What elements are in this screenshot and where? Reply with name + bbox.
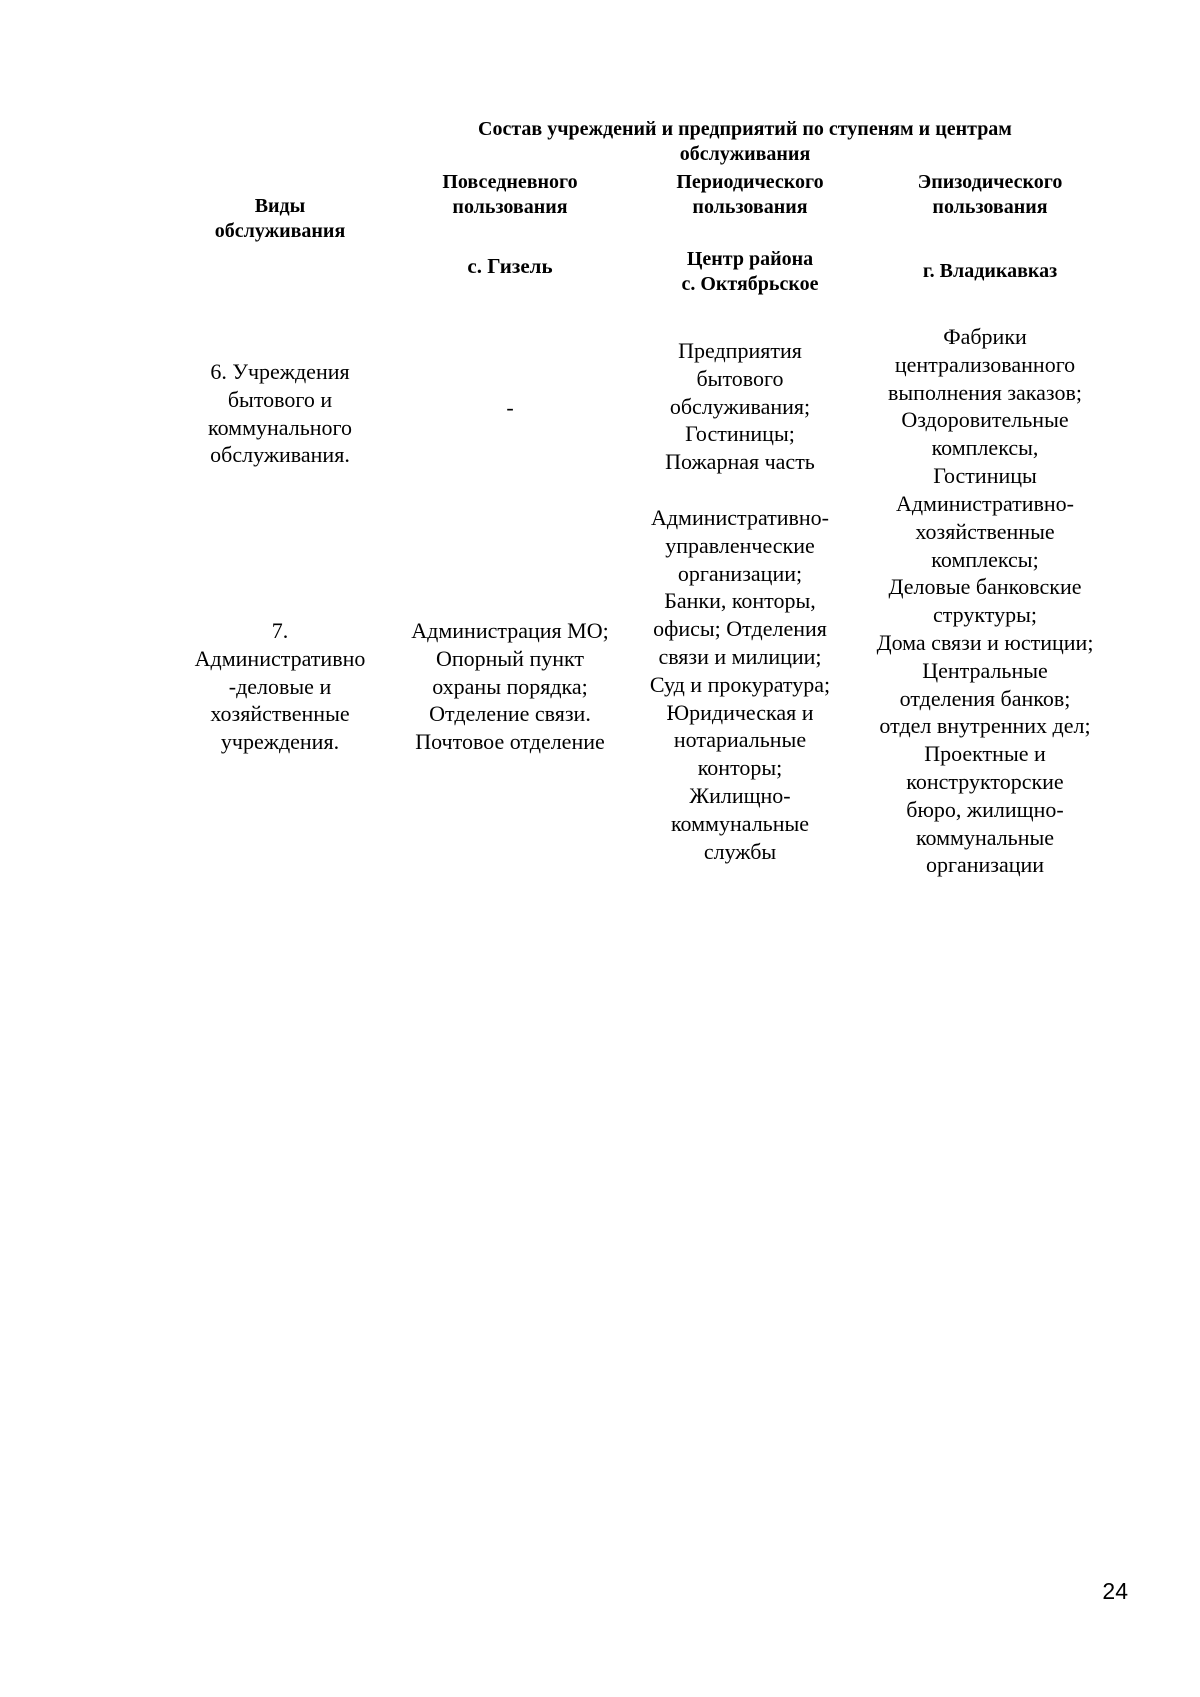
row-header-line: Виды — [254, 195, 306, 217]
row-6-daily — [400, 394, 620, 422]
row-6-service — [170, 358, 390, 469]
cell-line: Администрация МО; — [411, 618, 609, 643]
column-title-daily — [400, 170, 620, 220]
cell-line: службы — [703, 838, 777, 864]
row-7-episodic — [855, 490, 1115, 879]
cell-line: Оздоровительные — [901, 407, 1069, 433]
cell-line: выполнения заказов; — [888, 379, 1082, 405]
cell-line: комплексы; — [931, 546, 1039, 572]
cell-line: 6. Учреждения — [210, 359, 350, 384]
column-title-line: пользования — [452, 196, 568, 218]
cell-line: Административно- — [895, 491, 1075, 516]
cell-line: коммунального — [208, 414, 352, 440]
cell-line: - — [506, 395, 514, 420]
row-7-service — [170, 617, 390, 756]
cell-line: нотариальные — [673, 727, 807, 753]
cell-line: централизованного — [894, 351, 1076, 377]
cell-line: хозяйственные — [915, 518, 1055, 544]
column-title-line: пользования — [932, 196, 1048, 218]
cell-line: Опорный пункт — [435, 645, 585, 671]
cell-line: Гостиницы — [933, 462, 1037, 488]
cell-line: бытового — [696, 365, 784, 391]
row-6-episodic — [860, 323, 1110, 490]
cell-line: комплексы, — [931, 435, 1039, 461]
cell-line: -деловые и — [228, 673, 332, 699]
cell-line: отделения банков; — [899, 685, 1071, 711]
cell-line: Гостиницы; — [685, 421, 795, 447]
group-header — [440, 117, 1050, 167]
group-header-line: Состав учреждений и предприятий по ступеням и центрам — [478, 118, 1012, 140]
cell-line: Деловые банковские — [888, 574, 1082, 600]
cell-line: связи и милиции; — [658, 643, 822, 669]
cell-line: Банки, конторы, — [664, 588, 816, 614]
cell-line: Административно- — [650, 505, 830, 530]
column-title-line: Эпизодического — [917, 171, 1063, 193]
row-7-daily — [395, 617, 625, 756]
center-name: Центр района — [686, 248, 814, 270]
cell-line: бытового и — [227, 386, 333, 412]
cell-line: бюро, жилищно- — [906, 796, 1064, 822]
cell-line: учреждения. — [220, 729, 340, 755]
cell-line: Проектные и — [924, 741, 1046, 767]
row-header-line: обслуживания — [214, 220, 346, 242]
center-name: с. Октябрьское — [681, 273, 819, 295]
center-periodic — [640, 247, 860, 297]
page-number: 24 — [1102, 1578, 1128, 1604]
cell-line: хозяйственные — [210, 701, 350, 727]
row-6-periodic — [630, 337, 850, 476]
cell-line: коммунальные — [670, 810, 810, 836]
center-episodic — [880, 259, 1100, 284]
column-title-periodic — [640, 170, 860, 220]
cell-line: отдел внутренних дел; — [879, 713, 1091, 739]
cell-line: конторы; — [697, 755, 783, 781]
column-title-episodic — [880, 170, 1100, 220]
cell-line: организации; — [677, 560, 803, 586]
cell-line: Почтовое отделение — [415, 729, 605, 755]
row-header — [180, 194, 380, 244]
column-title-line: пользования — [692, 196, 808, 218]
cell-line: 7. — [271, 618, 289, 643]
cell-line: Предприятия — [678, 338, 802, 363]
center-daily — [400, 254, 620, 279]
cell-line: управленческие — [665, 532, 815, 558]
center-name: г. Владикавказ — [922, 260, 1058, 282]
cell-line: офисы; Отделения — [653, 616, 827, 642]
cell-line: Дома связи и юстиции; — [876, 629, 1094, 655]
column-title-line: Периодического — [676, 171, 824, 193]
row-7-periodic — [625, 504, 855, 865]
cell-line: Суд и прокуратура; — [649, 671, 831, 697]
cell-line: Центральные — [922, 657, 1048, 683]
cell-line: обслуживания. — [210, 442, 350, 468]
cell-line: охраны порядка; — [432, 673, 588, 699]
cell-line: обслуживания; — [669, 393, 811, 419]
cell-line: Отделение связи. — [429, 701, 591, 727]
cell-line: Жилищно- — [689, 782, 791, 808]
cell-line: Административно — [194, 645, 366, 671]
column-title-line: Повседневного — [442, 171, 578, 193]
cell-line: Фабрики — [943, 324, 1027, 349]
cell-line: структуры; — [933, 602, 1037, 628]
center-name: с. Гизель — [467, 254, 553, 278]
cell-line: конструкторские — [906, 768, 1064, 794]
cell-line: организации — [925, 852, 1045, 878]
group-header-line: обслуживания — [679, 143, 811, 165]
cell-line: Юридическая и — [666, 699, 814, 725]
cell-line: Пожарная часть — [665, 449, 815, 475]
cell-line: коммунальные — [915, 824, 1055, 850]
